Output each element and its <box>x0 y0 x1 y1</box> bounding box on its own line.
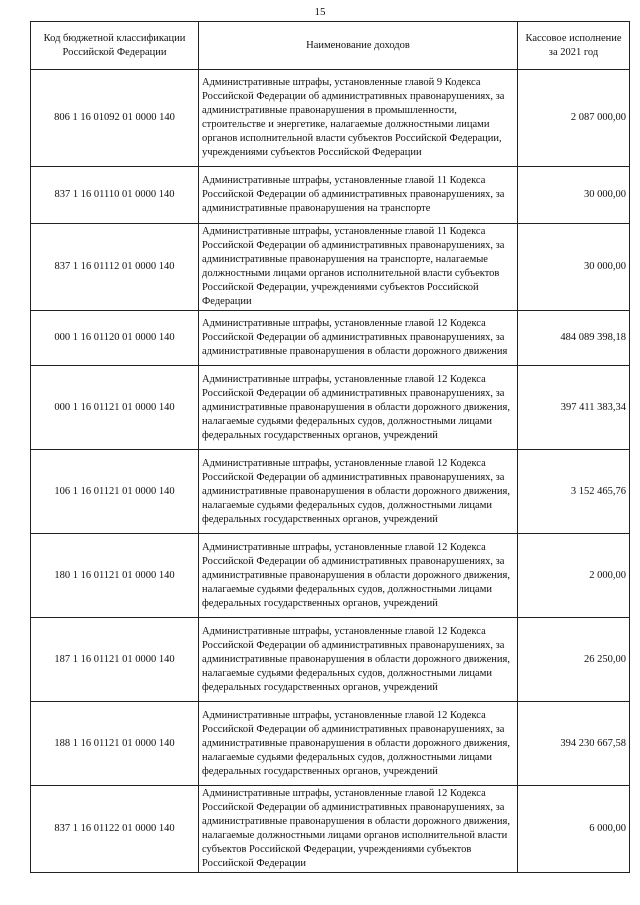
table-row <box>31 702 630 786</box>
row-amount: 26 250,00 <box>518 618 630 702</box>
row-name: Административные штрафы, установленные главой 12 Кодекса Российской Федерации об административных правонарушениях, за административные правонарушения в области дорожного движения, налагаемые должностными лицами органов исполнительной власти субъектов Российской Федерации, учреждениями субъектов Российской Федерации <box>199 786 518 873</box>
row-code: 000 1 16 01120 01 0000 140 <box>31 311 199 366</box>
header-code: Код бюджетной классификации Российской Федерации <box>31 22 199 70</box>
table-row <box>31 534 630 618</box>
table-row <box>31 224 630 311</box>
row-name: Административные штрафы, установленные главой 11 Кодекса Российской Федерации об административных правонарушениях, за административные правонарушения на транспорте, налагаемые должностными лицами органов исполнительной власти субъектов Российской Федерации, учреждениями субъектов Российской Федерации <box>199 224 518 311</box>
table-row <box>31 167 630 224</box>
row-code: 106 1 16 01121 01 0000 140 <box>31 450 199 534</box>
header-amount: Кассовое исполнение за 2021 год <box>518 22 630 70</box>
table-row <box>31 450 630 534</box>
header-name: Наименование доходов <box>199 22 518 70</box>
row-amount: 2 000,00 <box>518 534 630 618</box>
table-header-row <box>31 22 630 70</box>
row-name: Административные штрафы, установленные главой 12 Кодекса Российской Федерации об административных правонарушениях, за административные правонарушения в области дорожного движения, налагаемые судьями федеральных судов, должностными лицами федеральных государственных органов, учреждений <box>199 450 518 534</box>
page-number: 15 <box>314 6 326 18</box>
row-code: 837 1 16 01122 01 0000 140 <box>31 786 199 873</box>
table-row <box>31 618 630 702</box>
row-name: Административные штрафы, установленные главой 11 Кодекса Российской Федерации об административных правонарушениях, за административные правонарушения на транспорте <box>199 167 518 224</box>
row-name: Административные штрафы, установленные главой 12 Кодекса Российской Федерации об административных правонарушениях, за административные правонарушения в области дорожного движения, налагаемые судьями федеральных судов, должностными лицами федеральных государственных органов, учреждений <box>199 366 518 450</box>
row-code: 837 1 16 01110 01 0000 140 <box>31 167 199 224</box>
table-row <box>31 311 630 366</box>
row-amount: 2 087 000,00 <box>518 70 630 167</box>
row-amount: 484 089 398,18 <box>518 311 630 366</box>
row-amount: 394 230 667,58 <box>518 702 630 786</box>
row-amount: 397 411 383,34 <box>518 366 630 450</box>
table-row <box>31 366 630 450</box>
row-name: Административные штрафы, установленные главой 12 Кодекса Российской Федерации об административных правонарушениях, за административные правонарушения в области дорожного движения <box>199 311 518 366</box>
row-code: 188 1 16 01121 01 0000 140 <box>31 702 199 786</box>
row-name: Административные штрафы, установленные главой 12 Кодекса Российской Федерации об административных правонарушениях, за административные правонарушения в области дорожного движения, налагаемые судьями федеральных судов, должностными лицами федеральных государственных органов, учреждений <box>199 534 518 618</box>
table-row <box>31 786 630 873</box>
row-code: 187 1 16 01121 01 0000 140 <box>31 618 199 702</box>
row-amount: 6 000,00 <box>518 786 630 873</box>
row-code: 837 1 16 01112 01 0000 140 <box>31 224 199 311</box>
row-name: Административные штрафы, установленные главой 12 Кодекса Российской Федерации об административных правонарушениях, за административные правонарушения в области дорожного движения, налагаемые судьями федеральных судов, должностными лицами федеральных государственных органов, учреждений <box>199 702 518 786</box>
row-amount: 30 000,00 <box>518 167 630 224</box>
row-code: 000 1 16 01121 01 0000 140 <box>31 366 199 450</box>
revenue-table <box>30 21 630 873</box>
table-row <box>31 70 630 167</box>
row-amount: 30 000,00 <box>518 224 630 311</box>
row-name: Административные штрафы, установленные главой 9 Кодекса Российской Федерации об административных правонарушениях, за административные правонарушения в промышленности, строительстве и энергетике, налагаемые должностными лицами органов исполнительной власти субъектов Российской Федерации, учреждениями субъектов Российской Федерации <box>199 70 518 167</box>
row-code: 806 1 16 01092 01 0000 140 <box>31 70 199 167</box>
row-name: Административные штрафы, установленные главой 12 Кодекса Российской Федерации об административных правонарушениях, за административные правонарушения в области дорожного движения, налагаемые судьями федеральных судов, должностными лицами федеральных государственных органов, учреждений <box>199 618 518 702</box>
row-amount: 3 152 465,76 <box>518 450 630 534</box>
row-code: 180 1 16 01121 01 0000 140 <box>31 534 199 618</box>
